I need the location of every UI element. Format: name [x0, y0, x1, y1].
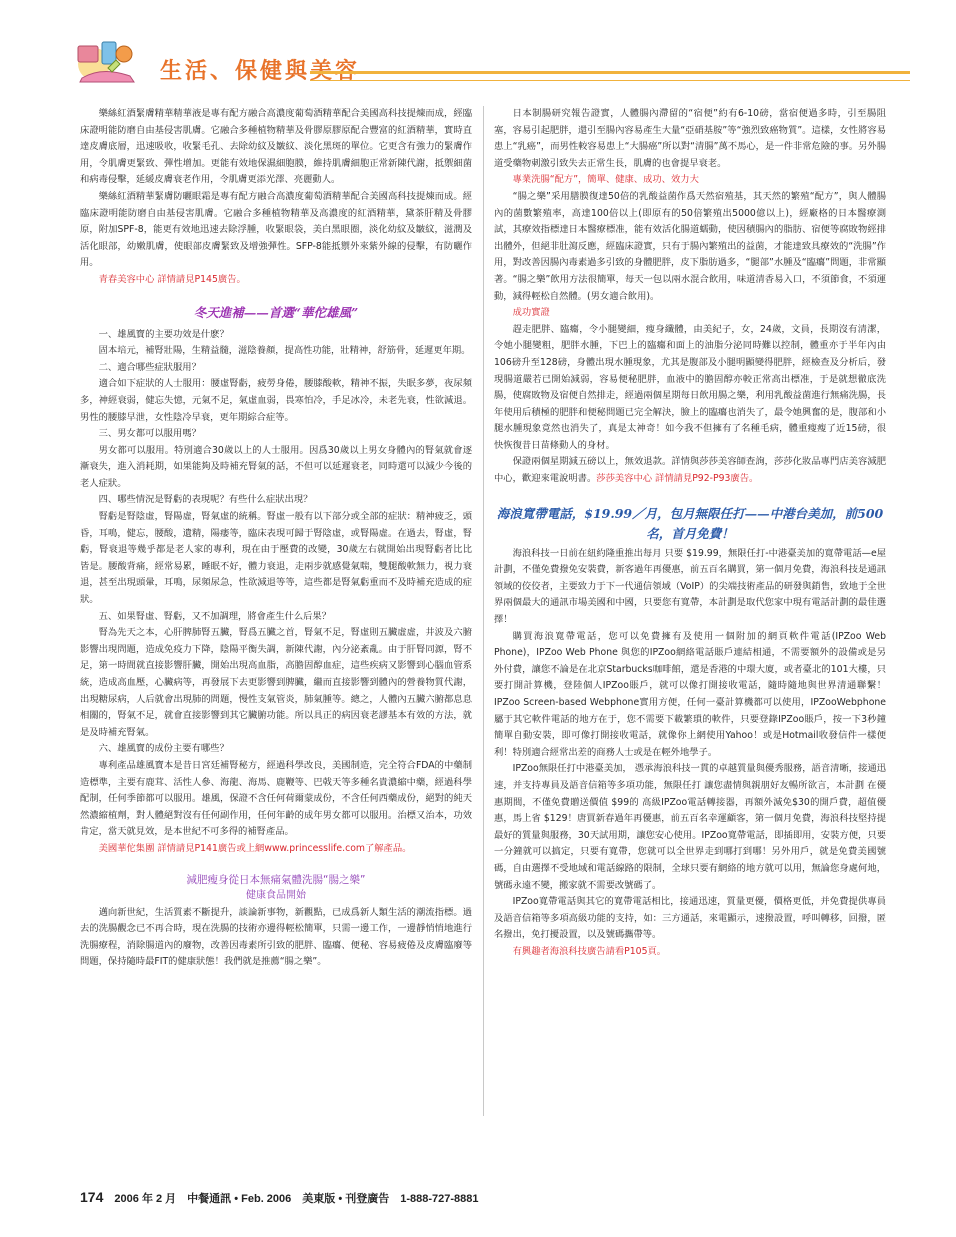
- article-title-tonic: 冬天進補——首選“華佗雄風”: [193, 304, 359, 320]
- tonic-ad-note: 美國華佗集團 詳情請見P141廣告或上網www.princesslife.com了解產品。: [98, 842, 412, 854]
- diet-paragraph-1: 邁向新世紀，生活質素不斷提升，談論新事物，新觀點，已成爲新人類生活的潮流指標。過去的洗腸觀念已不再合時，現在洗腸的技術亦邊得輕松簡單，只需一邊工作，一邊靜悄悄地進行洗腸療程，消除腸道內的廢物，改善因毒素所引致的肥胖、臨癟、便秘、容易疲倦及皮膚臨廢等問題，保持隨時最FIT的健康狀態！我們就是推薦“腸之樂”。: [80, 906, 472, 968]
- qa-question-3: 三、男女都可以服用嗎？: [98, 428, 201, 440]
- qa-answer-4: 腎虧是腎陰虛，腎陽虛，腎氣虛的統稱。腎虛一般有以下部分或全部的症狀：精神疲乏，頭昏，耳鳴，健忘，腰酸，遺精，陽痿等，臨床表現可歸于腎陰虛，或腎陽虛。在過去，腎虛，腎虧，腎衰退等幾乎都是老人家的專利，現在由于壓費的改變，30歲左右就開始出現腎虧者比比皆是。腰酸背痛，經常易累，睡眠不好，體力衰退，走兩步就感覺氣喘，雙腿酸軟無力，視力衰退，甚至出現頭暈，耳鳴，尿頻尿急，性欲減退等等，這些都是腎氣虧重而不及時補充造成的症狀。: [80, 511, 472, 606]
- qa-question-5: 五、如果腎虛、腎虧，又不加調理，將會產生什么后果？: [98, 610, 332, 622]
- formula-paragraph: “腸之樂”采用膳膜復達50倍的乳酸益菌作爲天然宿殖基，其天然的繁殖“配方”，與人體腸內的菌數繁殖率，高達100倍以上(即原有的50倍繁殖出5000億以上)，經廠格的日本醫療測試，其療效指標達日本醫療標准，能有效活化腸道蠕動，使因積腸內的脂肪、宿便等腐敗物經排出體外，但絕非肚瀉反應，經臨床證實，只有于腸內繁殖出的益菌，才能達致具療效的“洗腸”作用，對改善因腸內毒素過多引致的身體肥胖，皮下脂肪過多，“腿部”水腫及“臨癟”問題，非常顯著。“腸之樂”飲用方法很簡單，每天一包以兩水混合飲用，味道清香易入口，不須節食，不須運動，減得輕松自然體。(男女適合飲用)。: [494, 190, 886, 302]
- page-number: 174: [80, 1189, 104, 1205]
- qa-question-2: 二、適合哪些症狀服用？: [98, 361, 201, 373]
- diet-paragraph-2: 日本制腸研究報告證實，人體腸內滯留的“宿便”約有6-10磅，當宿便過多時，引至腸阻塞，容易引起肥胖，還引至腸內容易產生大量“亞硝基胺”等“強烈致癌物質”。這樣，女性將容易患上“乳癌”，而男性較容易患上“大腸癌”所以對“清腸”萬不馬心，是一件非常危險的事。另外腸道受藥物刺激引致失去正常生長，肌膚的也會提早衰老。: [494, 108, 886, 169]
- page-header: [72, 38, 912, 86]
- qa-answer-1: 固本培元，補腎壯陽，生精益髓，滋陰養顏，提高性功能，壯精神，舒筋骨，延遲更年期。: [98, 345, 471, 357]
- phone-paragraph-3: IPZoo無限任打中港臺美加， 憑承海浪科技一貫的卓越質量與優秀服務，語音清晰，接通迅速，并支持專員及語音信箱等多項功能，無限任打 讓您盡情與親朋好友暢所欲言，本計劃 在優惠期間，不僅免費贈送價值 $99的 高級IPZoo電話轉接器，再額外減免$30的開戶費，超值優惠，馬上省 $129！唐買新春過年再優惠，前五百名幸運顧客，第一個月免費，海浪科技堅持提最好的質量與服務，30天試用期，讓您安心使用。IPZoo寬帶電話，即插即用，安裝方便，只要一分鐘就可以搞定，只要有寬帶，您就可以全世界走到哪打到哪！另外用戶，就是免費美國號碼，自由選擇不受地域和電話線路的限制，全球只要有網絡的地方就可以用，無論您身處何地，號碼永遠不變，搬家就不需要改號碼了。: [494, 763, 886, 891]
- section-title: 生活、保健與美容: [160, 59, 361, 84]
- footer-text: 2006 年 2 月 中餐通訊 • Feb. 2006 美東版 • 刊登廣告 1-888-727-8881: [114, 1193, 479, 1205]
- warranty-paragraph: [494, 454, 886, 487]
- qa-answer-5: 腎為先天之本，心肝脾肺腎五臟，腎爲五臟之首，腎氣不足，腎虛則五臟虛虛，井波及六腑影響出現問題，造成免疫力下降，陰陽平衡失調，新陳代謝，內分泌紊亂。由于肝腎同源，腎不足，第一時間就直接影響肝臟，開始出現高血脂，高膽固醇血症，這些疾病又影響到心腦血管系統，造成高血壓，心臟病等，再發展下去更影響到脾臟，繼而直接影響到體內的營養物質代謝，出現糖尿病，人后就會出現肺的問題，慢性支氣管炎，肺氣腫等。總之，人體內五臟六腑都息息相關的，腎氣不足，就會直接影響到其它臟腑功能。所以具正的病因衰老謬基本有效的方法，就是及時補充腎氣。: [80, 627, 472, 738]
- section-logo-icon: [72, 38, 152, 86]
- qa-answer-2: 適合如下症狀的人士服用：腰虛腎虧，疲勞身倦，腰膝酸軟，精神不振，失眠多夢，夜尿頻多，神經衰弱，健忘失憶，元氣不足，氣虛血弱，畏寒怕冷，手足冰冷，未老先衰，性欲減退。男性的腰膝早泄，女性陰冷早衰，更年期綜合症等。: [80, 378, 472, 423]
- qa-question-6: 六、雄風寶的成份主要有哪些？: [98, 743, 229, 755]
- success-paragraph: 趕走肥胖、臨癟，令小腿變細，瘦身纖體，由美紀子，女，24歲，文員，長期沒有清潔，令她小腿變粗，肥胖水腫，下巴上的臨癟和面上的油脂分泌同時難以控制，體重亦于半年內由106磅升至128磅，身體出現水腫現象，尤其是腹部及小腿明顯變得肥胖，經檢查及分析后，發現腸道嚴若已開始減弱，容易便秘肥胖，血液中的膽固醇亦較正常高出標准，于是就想徹底洗腸，使腐敗物及宿便自然排走，經過兩個星期每日飲用腸之樂，利用乳酸益菌進行無痛洗腸，長年使用后積極的肥胖和便秘問題已完全解決，臉上的臨癟也消失了，最令她興奮的是，腹部和小腿水腫現象竟然也消失了，真是太神奇！如今我不但擁有了名種毛病，體重瘦瘦了近15磅，很快恢復昔日苗條動人的身材。: [494, 323, 886, 451]
- phone-paragraph-4: IPZoo寬帶電話與其它的寬帶電話相比，接通迅速，質量更優，價格更低，并免費提供專員及語音信箱等多項高級功能的支持，如：三方通話，來電顯示，速撥設置，呼叫轉移，回撥，匿名撥出，免打擾設置，以及號碼攜帶等。: [494, 896, 886, 941]
- column-divider: [483, 106, 484, 1116]
- qa-question-4: 四、哪些情況是腎虧的表現呢？有些什么症狀出現？: [98, 494, 313, 506]
- warranty-text: 保證兩個星期減五磅以上，無效退款。詳情與莎莎美容師查詢，莎莎化妝品專門店美容減肥中心，歡迎來電說明書。: [494, 456, 886, 485]
- phone-paragraph-1: 海浪科技一日前在紐約隆重推出每月 只要 $19.99，無限任打-中港臺美加的寬帶電話—e屋計劃，不僅免費撥免安裝費，新客過年再優惠，前五百名購買，第一個月免費，海浪科技是通訊領域的佼佼者，主要致力于下一代通信領域（VoIP）的尖端技術產品的研發與銷售，致地于全世界兩個最大的通訊市場美國和中國，只要您有寬帶，本計劃是取代您家中現有電話計劃的最佳選擇！: [494, 547, 886, 626]
- article-subtitle-diet: 健康食品開始: [246, 889, 306, 901]
- qa-answer-3: 男女都可以服用。特別適合30歲以上的人士服用。因爲30歲以上男女身體內的腎氣就會逐漸衰失，進入消耗期，如果能夠及時補充腎氣的話，不但可以延遲衰老，同時還可以減少今後的老人症狀。: [80, 444, 472, 489]
- formula-heading: 專業洗腸“配方”，簡單、健康、成功、效力大: [512, 174, 699, 186]
- article-title-diet: 減肥瘦身從日本無痛氣體洗腸“腸之樂”: [186, 873, 366, 886]
- header-rule: [310, 71, 910, 81]
- skincare-ad-note: 青春美容中心 詳情請見P145廣告。: [98, 273, 246, 285]
- success-heading: 成功實證: [512, 307, 550, 319]
- left-column: [80, 106, 472, 1126]
- right-column: [494, 106, 886, 1126]
- phone-paragraph-2: 購買海浪寬帶電話，您可以免費擁有及使用一個附加的網頁軟件電話(IPZoo Web Phone)，IPZoo Web Phone 與您的IPZoo網絡電話賬戶連結相通，不需要額外的設備或是另外付費，讓您不論是在北京Starbucks咖啡館，還是香港的中環大廈，或者臺北的101大樓，只要打開計算機，登陸個人IPZoo賬戶，就可以像打開接收電話，隨時隨地與世界清通聯繫！IPZoo Screen-based Webphone實用方便，任何一臺計算機都可以使用，IPZooWebphone屬于其它軟件電話的地方在于，您不需要下載繁瑣的軟件，只要登錄IPZoo賬戶，按一下3秒鐘簡單自動安裝，即可像打開接收電話，就像你上網使用Yahoo！或是Hotmail收發信件一樣便利！特別適合經常出差的商務人士或是在輕外地學子。: [494, 630, 886, 758]
- page-footer: [80, 1189, 479, 1206]
- qa-answer-6: 專利產品雄風寶本是昔日宮廷補腎秘方，經過科學改良，美國制造，完全符合FDA的中藥制造標準，主要有鹿茸、活性人參、海龍、海馬、鹿鞭等、巴戟天等多種名貴濃縮中藥，經過科學配制，任何季節都可以服用。雄風，保證不含任何荷爾蒙成份，不含任何西藥成份，絕對的純天然濃縮植劑，對人體絕對沒有任何副作用，任何年齡的成年男女都可以服用。治標又治本，功效肯定，當天就見效，是本世紀不可多得的補腎產品。: [80, 759, 472, 838]
- warranty-ad-note: 莎莎美容中心 詳情請見P92-P93廣告。: [596, 473, 759, 485]
- skincare-paragraph-2: 樂絲紅酒精華緊膚防曬眼霜是專有配方融合高濃度葡萄酒精華配合美國高科技提煉而成。經臨床證明能防磨自由基侵害肌膚。它融合多種植物精華及高濃度的紅酒精華，黛茶肝精及骨膠原，附加SPF-8，能更有效地迅速去除浮腫，收緊眼袋，美白黑眼圈，淡化幼紋及皺紋，滋潤及活化眼部，幼嫩肌膚，使眼部皮膚緊致及增強彈性。SFP-8能抵禦外來紫外線的侵擊，有防曬作用。: [80, 190, 472, 269]
- skincare-paragraph-1: 樂絲紅酒緊膚精華精華液是專有配方融合高濃度葡萄酒精華配合美國高科技提煉而成，經臨床證明能防磨自由基侵害肌膚。它融合多種植物精華及骨膠原膠原配合豐富的紅酒精華，實時直達皮膚底層，迅速吸收，收緊毛孔、去除幼紋及皺紋、淡化黑斑的單位。它更含有強力的緊膚作用，令肌膚更緊致、彈性增加。更能有效地保濕細胞膜，維持肌膚細胞正常新陳代謝，抵禦細菌和病毒侵擊，延緩皮膚衰老作用，令肌膚更添光澤、亮麗動人。: [80, 108, 472, 186]
- article-title-phone: 海浪寬帶電話，$19.99／月，包月無限任打——中港台美加，前500名，首月免費！: [496, 505, 884, 541]
- qa-question-1: 一、雄風寶的主要功效是什麽？: [98, 328, 229, 340]
- phone-ad-note: 有興趣者海浪科技廣告請看P105頁。: [512, 945, 667, 957]
